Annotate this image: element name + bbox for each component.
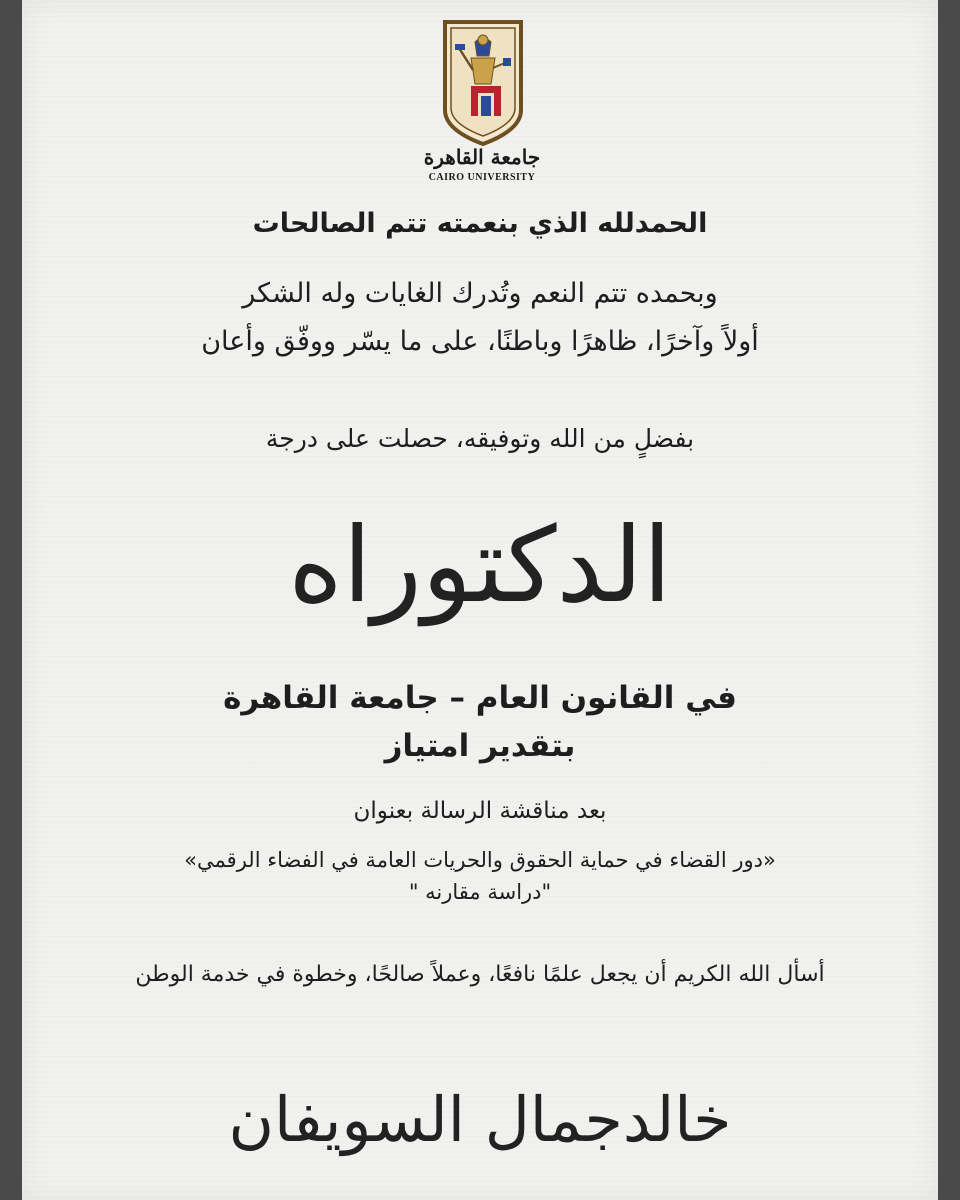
degree-grade: بتقدير امتياز xyxy=(384,728,576,764)
thesis-intro: بعد مناقشة الرسالة بعنوان xyxy=(353,798,607,824)
cairo-university-logo-icon xyxy=(441,18,525,148)
author-name: خالدجمال السويفان xyxy=(228,1083,732,1156)
logo-arabic-name: جامعة القاهرة xyxy=(423,145,541,169)
obtained-degree-text: بفضلٍ من الله وتوفيقه، حصلت على درجة xyxy=(265,424,695,453)
praise-line-3: أولاً وآخرًا، ظاهرًا وباطنًا، على ما يسّر ووفّق وأعان xyxy=(201,326,759,357)
degree-title: الدكتوراه xyxy=(288,504,672,626)
thesis-subtitle: "دراسة مقارنه " xyxy=(408,880,552,904)
announcement-card xyxy=(22,0,938,1200)
praise-line-2: وبحمده تتم النعم وتُدرك الغايات وله الشكر xyxy=(242,278,718,309)
logo-english-name: CAIRO UNIVERSITY xyxy=(428,172,536,183)
praise-line-1: الحمدلله الذي بنعمته تتم الصالحات xyxy=(252,208,708,239)
prayer-text: أسأل الله الكريم أن يجعل علمًا نافعًا، وعملاً صالحًا، وخطوة في خدمة الوطن xyxy=(135,962,825,987)
degree-field: في القانون العام – جامعة القاهرة xyxy=(223,680,737,716)
thesis-title: «دور القضاء في حماية الحقوق والحريات العامة في الفضاء الرقمي» xyxy=(184,848,776,872)
